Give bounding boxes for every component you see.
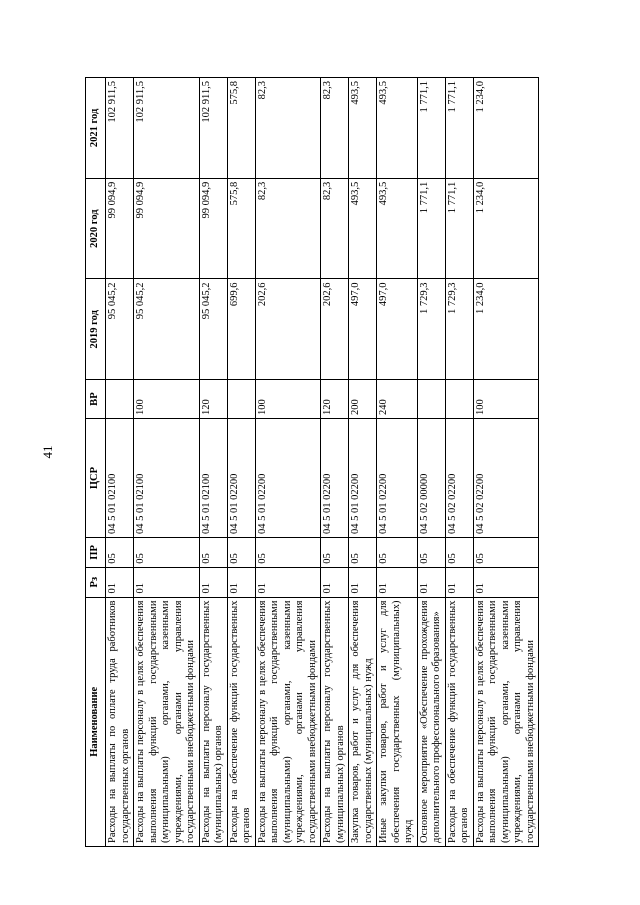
cell-rz: 01 xyxy=(377,567,418,597)
table-row xyxy=(106,78,134,847)
cell-csr: 04 5 01 02200 xyxy=(321,419,349,538)
cell-rz: 01 xyxy=(473,567,539,597)
cell-2019: 699,6 xyxy=(227,279,255,380)
header-2021: 2021 год xyxy=(86,78,106,179)
cell-csr: 04 5 01 02100 xyxy=(199,419,227,538)
cell-name: Расходы на выплаты персоналу государственных (муниципальных) органов xyxy=(321,597,349,846)
cell-pr: 05 xyxy=(377,538,418,568)
cell-name: Расходы на обеспечение функций государственных органов xyxy=(445,597,473,846)
cell-pr: 05 xyxy=(227,538,255,568)
cell-2020: 493,5 xyxy=(377,178,418,279)
cell-vr: 100 xyxy=(255,380,321,419)
cell-csr: 04 5 01 02200 xyxy=(349,419,377,538)
cell-2020: 575,8 xyxy=(227,178,255,279)
cell-csr: 04 5 02 02200 xyxy=(473,419,539,538)
cell-csr: 04 5 01 02200 xyxy=(377,419,418,538)
cell-rz: 01 xyxy=(321,567,349,597)
cell-2019: 497,0 xyxy=(377,279,418,380)
cell-pr: 05 xyxy=(134,538,200,568)
table-row xyxy=(417,78,445,847)
cell-2019: 1 234,0 xyxy=(473,279,539,380)
cell-rz: 01 xyxy=(255,567,321,597)
cell-vr: 120 xyxy=(321,380,349,419)
cell-2020: 82,3 xyxy=(321,178,349,279)
cell-vr xyxy=(417,380,445,419)
cell-rz: 01 xyxy=(445,567,473,597)
cell-rz: 01 xyxy=(349,567,377,597)
cell-name: Расходы на выплаты персоналу государственных (муниципальных) органов xyxy=(199,597,227,846)
cell-2019: 1 729,3 xyxy=(417,279,445,380)
cell-2019: 95 045,2 xyxy=(199,279,227,380)
header-name: Наименование xyxy=(86,597,106,846)
cell-name: Расходы на выплаты по оплате труда работников государственных органов xyxy=(106,597,134,846)
header-2019: 2019 год xyxy=(86,279,106,380)
cell-vr xyxy=(106,380,134,419)
cell-2020: 1 234,0 xyxy=(473,178,539,279)
cell-2019: 202,6 xyxy=(255,279,321,380)
cell-pr: 05 xyxy=(473,538,539,568)
cell-name: Закупка товаров, работ и услуг для обеспечения государственных (муниципальных) нужд xyxy=(349,597,377,846)
cell-2020: 99 094,9 xyxy=(134,178,200,279)
cell-2019: 1 729,3 xyxy=(445,279,473,380)
table-row xyxy=(349,78,377,847)
cell-2021: 1 771,1 xyxy=(445,78,473,179)
table-header-row xyxy=(86,78,106,847)
cell-vr: 100 xyxy=(473,380,539,419)
cell-2020: 1 771,1 xyxy=(445,178,473,279)
cell-vr: 100 xyxy=(134,380,200,419)
cell-csr: 04 5 02 00000 xyxy=(417,419,445,538)
table-row xyxy=(199,78,227,847)
cell-2019: 95 045,2 xyxy=(106,279,134,380)
header-rz: Рз xyxy=(86,567,106,597)
cell-pr: 05 xyxy=(106,538,134,568)
cell-2019: 497,0 xyxy=(349,279,377,380)
cell-2020: 493,5 xyxy=(349,178,377,279)
cell-2021: 575,8 xyxy=(227,78,255,179)
cell-csr: 04 5 01 02100 xyxy=(106,419,134,538)
cell-rz: 01 xyxy=(106,567,134,597)
cell-vr: 120 xyxy=(199,380,227,419)
table-row xyxy=(377,78,418,847)
cell-pr: 05 xyxy=(199,538,227,568)
cell-rz: 01 xyxy=(199,567,227,597)
table-row xyxy=(227,78,255,847)
table-row xyxy=(321,78,349,847)
cell-2021: 1 234,0 xyxy=(473,78,539,179)
cell-vr: 240 xyxy=(377,380,418,419)
cell-vr xyxy=(445,380,473,419)
table-row xyxy=(255,78,321,847)
cell-rz: 01 xyxy=(417,567,445,597)
cell-name: Основное мероприятие «Обеспечение прохождения дополнительного профессионального образования» xyxy=(417,597,445,846)
cell-2021: 102 911,5 xyxy=(199,78,227,179)
header-vr: ВР xyxy=(86,380,106,419)
cell-rz: 01 xyxy=(134,567,200,597)
cell-2020: 82,3 xyxy=(255,178,321,279)
page-number: 41 xyxy=(40,445,55,459)
cell-pr: 05 xyxy=(255,538,321,568)
cell-csr: 04 5 01 02200 xyxy=(255,419,321,538)
cell-pr: 05 xyxy=(445,538,473,568)
rotated-page-content xyxy=(85,77,555,847)
cell-2021: 493,5 xyxy=(377,78,418,179)
cell-vr xyxy=(227,380,255,419)
header-2020: 2020 год xyxy=(86,178,106,279)
cell-2021: 1 771,1 xyxy=(417,78,445,179)
cell-pr: 05 xyxy=(321,538,349,568)
table-row xyxy=(445,78,473,847)
cell-2021: 102 911,5 xyxy=(134,78,200,179)
table-row xyxy=(473,78,539,847)
cell-pr: 05 xyxy=(417,538,445,568)
budget-table xyxy=(85,77,539,847)
cell-name: Расходы на выплаты персоналу в целях обеспечения выполнения функций государственными (муниципальными) органами, казенными учреждениями, органами управления государственными внебюджетными фондами xyxy=(473,597,539,846)
cell-2019: 95 045,2 xyxy=(134,279,200,380)
cell-rz: 01 xyxy=(227,567,255,597)
cell-name: Расходы на выплаты персоналу в целях обеспечения выполнения функций государственными (муниципальными) органами, казенными учреждениями, органами управления государственными внебюджетными фондами xyxy=(255,597,321,846)
cell-2021: 82,3 xyxy=(255,78,321,179)
cell-2020: 99 094,9 xyxy=(199,178,227,279)
cell-name: Иные закупки товаров, работ и услуг для обеспечения государственных (муниципальных) нужд xyxy=(377,597,418,846)
cell-2019: 202,6 xyxy=(321,279,349,380)
cell-vr: 200 xyxy=(349,380,377,419)
cell-name: Расходы на обеспечение функций государственных органов xyxy=(227,597,255,846)
cell-name: Расходы на выплаты персоналу в целях обеспечения выполнения функций государственными (муниципальными) органами, казенными учреждениями, органами управления государственными внебюджетными фондами xyxy=(134,597,200,846)
header-csr: ЦСР xyxy=(86,419,106,538)
header-pr: ПР xyxy=(86,538,106,568)
table-row xyxy=(134,78,200,847)
cell-csr: 04 5 01 02200 xyxy=(227,419,255,538)
table-body xyxy=(106,78,539,847)
cell-pr: 05 xyxy=(349,538,377,568)
cell-2021: 493,5 xyxy=(349,78,377,179)
cell-2021: 82,3 xyxy=(321,78,349,179)
cell-csr: 04 5 02 02200 xyxy=(445,419,473,538)
cell-csr: 04 5 01 02100 xyxy=(134,419,200,538)
cell-2021: 102 911,5 xyxy=(106,78,134,179)
cell-2020: 99 094,9 xyxy=(106,178,134,279)
cell-2020: 1 771,1 xyxy=(417,178,445,279)
